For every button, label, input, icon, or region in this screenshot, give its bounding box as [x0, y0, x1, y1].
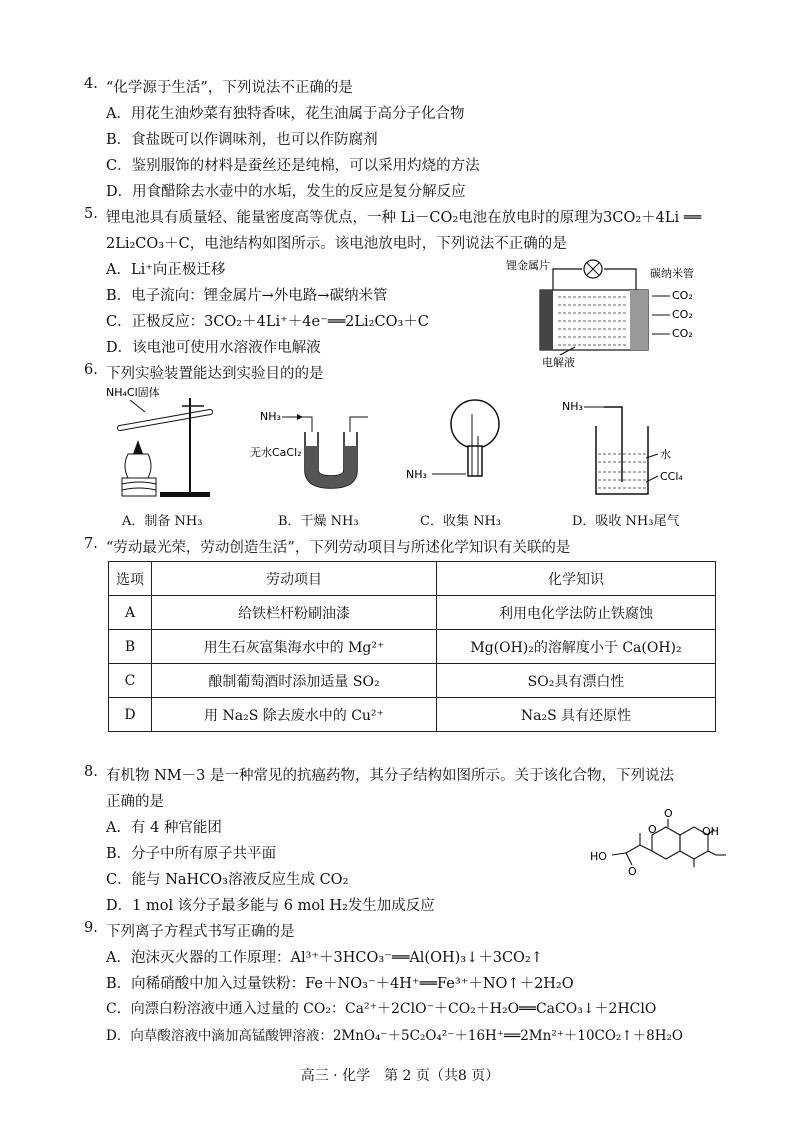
q8-stem-line2: 正确的是 [106, 794, 164, 810]
co2-label-3: CO₂ [672, 327, 693, 340]
nm3-structure [590, 805, 730, 885]
q4-option-c: C．鉴别服饰的材料是蚕丝还是纯棉，可以采用灼烧的方法 [106, 158, 480, 174]
cacl2-label: 无水CaCl₂ [250, 446, 302, 459]
apparatus-b [250, 410, 368, 488]
co2-label-1: CO₂ [672, 289, 693, 302]
cell-knowledge: 利用电化学法防止铁腐蚀 [437, 596, 716, 630]
q4-number: 4. [84, 76, 98, 92]
experiment-apparatus [100, 384, 720, 504]
table-row [109, 664, 716, 698]
nh3-label-b: NH₃ [260, 410, 281, 423]
nh3-label-c: NH₃ [406, 468, 427, 481]
carbonyl-o-label: O [664, 807, 673, 820]
q9-option-c: C．向漂白粉溶液中通入过量的 CO₂：Ca²⁺＋2ClO⁻＋CO₂＋H₂O══CaCO₃↓＋2HClO [106, 1001, 657, 1017]
electrolyte-label: 电解液 [542, 356, 575, 369]
apparatus-d [562, 400, 683, 494]
oh-label: OH [702, 825, 719, 838]
q5-option-d: D．该电池可使用水溶液作电解液 [106, 340, 321, 356]
q9-option-d: D．向草酸溶液中滴加高锰酸钾溶液：2MnO₄⁻＋5C₂O₄²⁻＋16H⁺══2Mn²⁺＋10CO₂↑＋8H₂O [106, 1028, 683, 1044]
cell-labor: 酿制葡萄酒时添加适量 SO₂ [152, 664, 437, 698]
q5-option-b: B．电子流向：锂金属片→外电路→碳纳米管 [106, 288, 388, 304]
acid-o-label: O [628, 865, 637, 878]
nh4cl-label: NH₄Cl固体 [106, 386, 160, 399]
q9-number: 9. [84, 920, 98, 936]
q8-option-c: C．能与 NaHCO₃溶液反应生成 CO₂ [106, 872, 349, 888]
q8-option-b: B．分子中所有原子共平面 [106, 846, 277, 862]
cell-option: D [109, 698, 152, 732]
apparatus-c [406, 400, 499, 481]
lithium-plate [540, 290, 553, 350]
cell-labor: 给铁栏杆粉刷油漆 [152, 596, 437, 630]
q8-option-a: A．有 4 种官能团 [106, 820, 222, 836]
cell-knowledge: SO₂具有漂白性 [437, 664, 716, 698]
q4-option-b: B．食盐既可以作调味剂，也可以作防腐剂 [106, 132, 378, 148]
q4-stem: “化学源于生活”，下列说法不正确的是 [106, 80, 353, 96]
ring-o-label: O [648, 823, 657, 836]
header-knowledge: 化学知识 [437, 562, 716, 596]
cell-knowledge: Mg(OH)₂的溶解度小于 Ca(OH)₂ [437, 630, 716, 664]
table-header-row [109, 562, 716, 596]
anode-label: 锂金属片 [506, 259, 550, 272]
cell-labor: 用生石灰富集海水中的 Mg²⁺ [152, 630, 437, 664]
battery-diagram [500, 255, 730, 370]
q9-option-b: B．向稀硝酸中加入过量铁粉：Fe＋NO₃⁻＋4H⁺══Fe³⁺＋NO↑＋2H₂O [106, 976, 574, 992]
table-row [109, 630, 716, 664]
header-labor: 劳动项目 [152, 562, 437, 596]
nh3-label-d: NH₃ [562, 400, 583, 413]
q5-number: 5. [84, 206, 98, 222]
ccl4-label: CCl₄ [660, 470, 683, 483]
q7-stem: “劳动最光荣，劳动创造生活”，下列劳动项目与所述化学知识有关联的是 [106, 540, 571, 556]
water-label: 水 [660, 448, 671, 461]
q5-option-c: C．正极反应：3CO₂＋4Li⁺＋4e⁻══2Li₂CO₃＋C [106, 314, 429, 330]
q5-stem-line2: 2Li₂CO₃＋C，电池结构如图所示。该电池放电时，下列说法不正确的是 [106, 236, 567, 252]
cell-option: C [109, 664, 152, 698]
q7-table [108, 561, 716, 732]
q7-number: 7. [84, 536, 98, 552]
ho-label: HO [590, 850, 607, 863]
q9-stem: 下列离子方程式书写正确的是 [106, 924, 295, 940]
cell-knowledge: Na₂S 具有还原性 [437, 698, 716, 732]
page-footer: 高三 · 化学 第 2 页（共8 页） [300, 1068, 500, 1084]
q5-stem-line1: 锂电池具有质量轻、能量密度高等优点，一种 Li－CO₂电池在放电时的原理为3CO₂＋4Li ══ [106, 210, 702, 226]
q5-option-a: A．Li⁺向正极迁移 [106, 262, 226, 278]
q9-option-a: A．泡沫灭火器的工作原理：Al³⁺＋3HCO₃⁻══Al(OH)₃↓＋3CO₂↑ [106, 950, 543, 966]
q8-number: 8. [84, 764, 98, 780]
co2-label-2: CO₂ [672, 308, 693, 321]
cell-labor: 用 Na₂S 除去废水中的 Cu²⁺ [152, 698, 437, 732]
carbon-nanotube [630, 290, 648, 350]
cell-option: A [109, 596, 152, 630]
q6-stem: 下列实验装置能达到实验目的的是 [106, 366, 324, 382]
caption-c: C．收集 NH₃ [420, 514, 502, 529]
apparatus-a [106, 385, 210, 497]
cell-option: B [109, 630, 152, 664]
caption-b: B．干燥 NH₃ [278, 514, 359, 529]
q6-number: 6. [84, 362, 98, 378]
caption-d: D．吸收 NH₃尾气 [572, 514, 680, 529]
q8-stem-line1: 有机物 NM－3 是一种常见的抗癌药物，其分子结构如图所示。关于该化合物，下列说法 [106, 768, 674, 784]
table-row [109, 596, 716, 630]
caption-a: A．制备 NH₃ [122, 514, 203, 529]
q4-option-a: A．用花生油炒菜有独特香味，花生油属于高分子化合物 [106, 106, 465, 122]
table-row [109, 698, 716, 732]
q8-option-d: D．1 mol 该分子最多能与 6 mol H₂发生加成反应 [106, 898, 435, 914]
header-option: 选项 [109, 562, 152, 596]
q4-option-d: D．用食醋除去水壶中的水垢，发生的反应是复分解反应 [106, 184, 466, 200]
cathode-label: 碳纳米管 [650, 267, 694, 280]
